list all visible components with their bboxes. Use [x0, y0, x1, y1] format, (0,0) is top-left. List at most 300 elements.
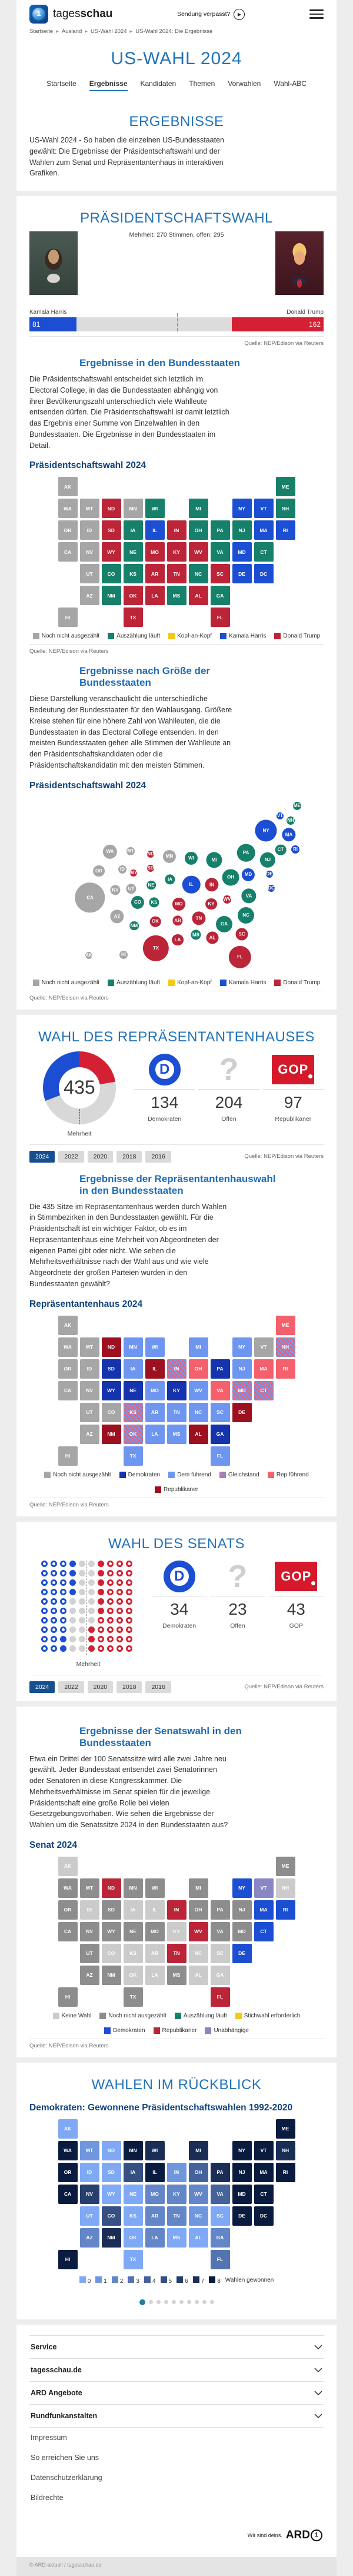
state-tile-NM[interactable]: NM: [102, 1966, 121, 1985]
year-tab-2020[interactable]: 2020: [88, 1681, 113, 1693]
state-tile-CT[interactable]: CT: [254, 1922, 274, 1941]
state-tile-AR[interactable]: AR: [145, 564, 165, 583]
footer-accordion-service[interactable]: Service: [29, 2335, 324, 2358]
state-tile-OK[interactable]: OK: [124, 1966, 143, 1985]
state-bubble-TN[interactable]: TN: [192, 911, 205, 925]
state-tile-CO[interactable]: CO: [102, 1403, 121, 1422]
state-tile-AK[interactable]: AK: [58, 2119, 78, 2139]
state-tile-UT[interactable]: UT: [80, 564, 99, 583]
state-bubble-FL[interactable]: FL: [229, 945, 251, 968]
state-tile-CA[interactable]: CA: [58, 1381, 78, 1400]
state-tile-PA[interactable]: PA: [211, 1359, 230, 1379]
state-tile-RI[interactable]: RI: [276, 520, 295, 540]
state-bubble-MS[interactable]: MS: [191, 930, 201, 940]
state-tile-WA[interactable]: WA: [58, 2141, 78, 2160]
state-tile-VT[interactable]: VT: [254, 1878, 274, 1898]
state-tile-AZ[interactable]: AZ: [80, 1425, 99, 1444]
state-bubble-AZ[interactable]: AZ: [110, 909, 124, 923]
state-tile-NE[interactable]: NE: [124, 542, 143, 562]
state-tile-IL[interactable]: IL: [145, 2163, 165, 2182]
state-bubble-NJ[interactable]: NJ: [260, 852, 275, 867]
state-tile-KS[interactable]: KS: [124, 2206, 143, 2226]
state-bubble-IN[interactable]: IN: [205, 878, 218, 891]
state-tile-OR[interactable]: OR: [58, 1359, 78, 1379]
state-tile-WY[interactable]: WY: [102, 542, 121, 562]
state-tile-CO[interactable]: CO: [102, 1944, 121, 1963]
state-tile-NV[interactable]: NV: [80, 1381, 99, 1400]
state-tile-KY[interactable]: KY: [167, 542, 187, 562]
state-tile-MT[interactable]: MT: [80, 499, 99, 518]
state-tile-IN[interactable]: IN: [167, 1900, 187, 1920]
state-tile-NJ[interactable]: NJ: [232, 1900, 252, 1920]
tab-themen[interactable]: Themen: [189, 79, 215, 88]
state-bubble-NV[interactable]: NV: [110, 885, 120, 895]
state-tile-DC[interactable]: DC: [254, 564, 274, 583]
state-tile-MI[interactable]: MI: [189, 1337, 208, 1357]
footer-accordion-rundfunkanstalten[interactable]: Rundfunkanstalten: [29, 2404, 324, 2428]
state-bubble-PA[interactable]: PA: [237, 844, 255, 862]
carousel-dot[interactable]: [202, 2300, 207, 2304]
state-bubble-MN[interactable]: MN: [163, 849, 176, 862]
state-tile-OK[interactable]: OK: [124, 1425, 143, 1444]
state-tile-MO[interactable]: MO: [145, 1922, 165, 1941]
footer-accordion-tagesschau-de[interactable]: tagesschau.de: [29, 2358, 324, 2381]
state-bubble-IA[interactable]: IA: [165, 874, 175, 884]
state-bubble-AR[interactable]: AR: [172, 915, 182, 925]
state-tile-HI[interactable]: HI: [58, 2250, 78, 2269]
state-tile-RI[interactable]: RI: [276, 2163, 295, 2182]
state-tile-NH[interactable]: NH: [276, 1337, 295, 1357]
state-tile-CO[interactable]: CO: [102, 564, 121, 583]
state-tile-MS[interactable]: MS: [167, 586, 187, 605]
state-tile-ME[interactable]: ME: [276, 1857, 295, 1876]
state-tile-MS[interactable]: MS: [167, 2228, 187, 2248]
state-tile-MO[interactable]: MO: [145, 1381, 165, 1400]
state-tile-AL[interactable]: AL: [189, 586, 208, 605]
state-bubble-CT[interactable]: CT: [275, 844, 287, 855]
state-tile-AZ[interactable]: AZ: [80, 1966, 99, 1985]
state-tile-WY[interactable]: WY: [102, 1381, 121, 1400]
state-tile-LA[interactable]: LA: [145, 1425, 165, 1444]
state-tile-SD[interactable]: SD: [102, 1359, 121, 1379]
state-tile-ME[interactable]: ME: [276, 2119, 295, 2139]
state-bubble-AL[interactable]: AL: [207, 931, 219, 944]
state-tile-OH[interactable]: OH: [189, 1359, 208, 1379]
state-bubble-HI[interactable]: HI: [119, 951, 128, 959]
state-bubble-OH[interactable]: OH: [222, 869, 239, 886]
state-bubble-MO[interactable]: MO: [172, 897, 185, 910]
state-tile-SC[interactable]: SC: [211, 1944, 230, 1963]
state-tile-KS[interactable]: KS: [124, 1944, 143, 1963]
carousel-dot[interactable]: [156, 2300, 161, 2304]
state-bubble-NH[interactable]: NH: [287, 816, 295, 825]
state-bubble-KY[interactable]: KY: [205, 898, 217, 910]
state-tile-CT[interactable]: CT: [254, 542, 274, 562]
state-tile-WA[interactable]: WA: [58, 499, 78, 518]
state-tile-SC[interactable]: SC: [211, 1403, 230, 1422]
state-tile-KY[interactable]: KY: [167, 1922, 187, 1941]
state-tile-NV[interactable]: NV: [80, 542, 99, 562]
state-tile-WY[interactable]: WY: [102, 1922, 121, 1941]
state-bubble-MD[interactable]: MD: [242, 868, 255, 881]
state-bubble-NM[interactable]: NM: [129, 921, 139, 931]
state-bubble-NE[interactable]: NE: [146, 881, 156, 890]
state-tile-MO[interactable]: MO: [145, 2185, 165, 2204]
state-tile-AZ[interactable]: AZ: [80, 586, 99, 605]
state-tile-VA[interactable]: VA: [211, 1381, 230, 1400]
state-tile-MS[interactable]: MS: [167, 1425, 187, 1444]
state-bubble-TX[interactable]: TX: [143, 935, 169, 961]
state-bubble-VA[interactable]: VA: [241, 888, 256, 903]
state-bubble-LA[interactable]: LA: [172, 934, 184, 946]
state-tile-NC[interactable]: NC: [189, 1403, 208, 1422]
breadcrumb-item[interactable]: Startseite: [29, 28, 54, 35]
state-tile-NV[interactable]: NV: [80, 1922, 99, 1941]
state-tile-WV[interactable]: WV: [189, 542, 208, 562]
footer-link-so-erreichen-sie-uns[interactable]: So erreichen Sie uns: [31, 2453, 99, 2462]
state-tile-NJ[interactable]: NJ: [232, 2163, 252, 2182]
state-tile-DC[interactable]: DC: [254, 2206, 274, 2226]
state-tile-NH[interactable]: NH: [276, 1878, 295, 1898]
state-tile-ND[interactable]: ND: [102, 1337, 121, 1357]
state-tile-LA[interactable]: LA: [145, 1966, 165, 1985]
state-tile-ME[interactable]: ME: [276, 477, 295, 496]
carousel-dot[interactable]: [164, 2300, 168, 2304]
electoral-vote-bar[interactable]: [29, 317, 324, 331]
state-bubble-DC[interactable]: DC: [268, 885, 275, 891]
state-tile-AR[interactable]: AR: [145, 1403, 165, 1422]
state-tile-ID[interactable]: ID: [80, 1359, 99, 1379]
state-tile-WI[interactable]: WI: [145, 1337, 165, 1357]
state-tile-NC[interactable]: NC: [189, 564, 208, 583]
senate-seat: [41, 1589, 48, 1595]
state-tile-MA[interactable]: MA: [254, 520, 274, 540]
state-tile-DE[interactable]: DE: [232, 564, 252, 583]
state-bubble-SC[interactable]: SC: [236, 928, 248, 940]
state-tile-KS[interactable]: KS: [124, 1403, 143, 1422]
gop-logo-icon: GOP: [275, 1562, 317, 1591]
state-tile-CA[interactable]: CA: [58, 1922, 78, 1941]
state-tile-AK[interactable]: AK: [58, 1857, 78, 1876]
state-tile-GA[interactable]: GA: [211, 2228, 230, 2248]
year-tab-2024[interactable]: 2024: [29, 1681, 55, 1693]
state-tile-WV[interactable]: WV: [189, 2185, 208, 2204]
state-tile-TN[interactable]: TN: [167, 1944, 187, 1963]
tab-wahl-abc[interactable]: Wahl-ABC: [274, 79, 307, 88]
state-tile-GA[interactable]: GA: [211, 1425, 230, 1444]
democrats-logo-icon: D: [149, 1054, 181, 1085]
state-tile-RI[interactable]: RI: [276, 1359, 295, 1379]
state-tile-MA[interactable]: MA: [254, 1900, 274, 1920]
state-tile-VA[interactable]: VA: [211, 542, 230, 562]
state-bubble-UT[interactable]: UT: [126, 884, 136, 894]
state-tile-MI[interactable]: MI: [189, 1878, 208, 1898]
state-tile-IL[interactable]: IL: [145, 520, 165, 540]
state-tile-OH[interactable]: OH: [189, 1900, 208, 1920]
state-tile-AZ[interactable]: AZ: [80, 2228, 99, 2248]
state-tile-MI[interactable]: MI: [189, 2141, 208, 2160]
state-tile-NE[interactable]: NE: [124, 1922, 143, 1941]
state-tile-MN[interactable]: MN: [124, 1337, 143, 1357]
state-tile-NH[interactable]: NH: [276, 499, 295, 518]
state-bubble-RI[interactable]: RI: [291, 845, 299, 854]
year-tab-2022[interactable]: 2022: [58, 1151, 84, 1163]
year-tab-2018[interactable]: 2018: [116, 1151, 142, 1163]
state-tile-NE[interactable]: NE: [124, 2185, 143, 2204]
state-tile-MT[interactable]: MT: [80, 2141, 99, 2160]
state-tile-IN[interactable]: IN: [167, 520, 187, 540]
state-tile-NY[interactable]: NY: [232, 1337, 252, 1357]
state-tile-PA[interactable]: PA: [211, 1900, 230, 1920]
state-tile-AL[interactable]: AL: [189, 2228, 208, 2248]
state-tile-IA[interactable]: IA: [124, 1900, 143, 1920]
carousel-dot[interactable]: [172, 2300, 176, 2304]
state-tile-AK[interactable]: AK: [58, 477, 78, 496]
state-tile-NE[interactable]: NE: [124, 1381, 143, 1400]
breadcrumb-item[interactable]: US-Wahl 2024: Die Ergebnisse: [135, 28, 213, 35]
state-bubble-GA[interactable]: GA: [216, 916, 232, 932]
tab-startseite[interactable]: Startseite: [46, 79, 76, 88]
state-tile-NM[interactable]: NM: [102, 586, 121, 605]
state-tile-GA[interactable]: GA: [211, 586, 230, 605]
state-bubble-SD[interactable]: SD: [147, 865, 154, 871]
year-tab-2024[interactable]: 2024: [29, 1151, 55, 1163]
state-tile-ID[interactable]: ID: [80, 1900, 99, 1920]
state-tile-TX[interactable]: TX: [124, 1446, 143, 1466]
state-tile-KY[interactable]: KY: [167, 1381, 187, 1400]
state-tile-UT[interactable]: UT: [80, 2206, 99, 2226]
state-tile-SD[interactable]: SD: [102, 520, 121, 540]
year-tab-2018[interactable]: 2018: [116, 1681, 142, 1693]
state-bubble-DE[interactable]: DE: [266, 871, 273, 877]
state-tile-CT[interactable]: CT: [254, 1381, 274, 1400]
year-tab-2016[interactable]: 2016: [145, 1681, 171, 1693]
state-tile-OK[interactable]: OK: [124, 586, 143, 605]
state-tile-AR[interactable]: AR: [145, 2206, 165, 2226]
state-tile-CT[interactable]: CT: [254, 2185, 274, 2204]
footer-link-bildrechte[interactable]: Bildrechte: [31, 2493, 64, 2502]
state-tile-MS[interactable]: MS: [167, 1966, 187, 1985]
state-tile-RI[interactable]: RI: [276, 1900, 295, 1920]
state-tile-DE[interactable]: DE: [232, 2206, 252, 2226]
state-tile-OR[interactable]: OR: [58, 1900, 78, 1920]
state-tile-IA[interactable]: IA: [124, 2163, 143, 2182]
state-tile-PA[interactable]: PA: [211, 2163, 230, 2182]
state-tile-TX[interactable]: TX: [124, 1987, 143, 2007]
state-bubble-ND[interactable]: ND: [147, 851, 154, 857]
state-bubble-KS[interactable]: KS: [149, 897, 159, 907]
state-tile-MD[interactable]: MD: [232, 542, 252, 562]
state-bubble-WI[interactable]: WI: [185, 851, 198, 864]
state-tile-NM[interactable]: NM: [102, 2228, 121, 2248]
state-tile-FL[interactable]: FL: [211, 2250, 230, 2269]
state-tile-WA[interactable]: WA: [58, 1337, 78, 1357]
state-tile-MI[interactable]: MI: [189, 499, 208, 518]
state-tile-TX[interactable]: TX: [124, 608, 143, 627]
state-tile-MO[interactable]: MO: [145, 542, 165, 562]
state-tile-AL[interactable]: AL: [189, 1966, 208, 1985]
footer-link-datenschutzerkl-rung[interactable]: Datenschutzerklärung: [31, 2473, 102, 2482]
state-tile-FL[interactable]: FL: [211, 1446, 230, 1466]
state-tile-TN[interactable]: TN: [167, 564, 187, 583]
carousel-dot[interactable]: [139, 2299, 145, 2305]
state-tile-NY[interactable]: NY: [232, 499, 252, 518]
state-tile-NC[interactable]: NC: [189, 1944, 208, 1963]
state-tile-MT[interactable]: MT: [80, 1878, 99, 1898]
state-tile-AR[interactable]: AR: [145, 1944, 165, 1963]
state-tile-MN[interactable]: MN: [124, 2141, 143, 2160]
state-tile-ID[interactable]: ID: [80, 520, 99, 540]
state-tile-NC[interactable]: NC: [189, 2206, 208, 2226]
state-tile-IL[interactable]: IL: [145, 1900, 165, 1920]
state-tile-ND[interactable]: ND: [102, 1878, 121, 1898]
state-tile-UT[interactable]: UT: [80, 1944, 99, 1963]
state-bubble-VT[interactable]: VT: [277, 812, 284, 818]
state-tile-MD[interactable]: MD: [232, 1381, 252, 1400]
state-tile-NM[interactable]: NM: [102, 1425, 121, 1444]
state-tile-MN[interactable]: MN: [124, 499, 143, 518]
state-tile-OH[interactable]: OH: [189, 520, 208, 540]
state-tile-TN[interactable]: TN: [167, 2206, 187, 2226]
state-tile-MA[interactable]: MA: [254, 1359, 274, 1379]
state-tile-PA[interactable]: PA: [211, 520, 230, 540]
state-tile-SC[interactable]: SC: [211, 564, 230, 583]
state-tile-VA[interactable]: VA: [211, 1922, 230, 1941]
state-tile-HI[interactable]: HI: [58, 1446, 78, 1466]
state-tile-MD[interactable]: MD: [232, 1922, 252, 1941]
state-tile-WI[interactable]: WI: [145, 499, 165, 518]
state-bubble-NY[interactable]: NY: [255, 819, 277, 841]
state-tile-KY[interactable]: KY: [167, 2185, 187, 2204]
state-tile-SD[interactable]: SD: [102, 1900, 121, 1920]
state-bubble-AK[interactable]: AK: [85, 952, 92, 958]
state-tile-ND[interactable]: ND: [102, 499, 121, 518]
state-tile-WA[interactable]: WA: [58, 1878, 78, 1898]
carousel-dot[interactable]: [210, 2300, 214, 2304]
hamburger-menu-icon[interactable]: [309, 9, 324, 19]
year-tab-2020[interactable]: 2020: [88, 1151, 113, 1163]
state-tile-NH[interactable]: NH: [276, 2141, 295, 2160]
state-bubble-WY[interactable]: WY: [129, 869, 138, 875]
state-tile-HI[interactable]: HI: [58, 1987, 78, 2007]
state-tile-DE[interactable]: DE: [232, 1403, 252, 1422]
state-bubble-ME[interactable]: ME: [293, 802, 301, 810]
state-tile-LA[interactable]: LA: [145, 2228, 165, 2248]
state-tile-ID[interactable]: ID: [80, 2163, 99, 2182]
state-tile-VT[interactable]: VT: [254, 499, 274, 518]
state-tile-IA[interactable]: IA: [124, 520, 143, 540]
state-bubble-CO[interactable]: CO: [131, 895, 144, 908]
state-tile-AL[interactable]: AL: [189, 1425, 208, 1444]
state-bubble-MT[interactable]: MT: [126, 847, 135, 855]
state-tile-FL[interactable]: FL: [211, 1987, 230, 2007]
state-bubble-IL[interactable]: IL: [182, 875, 201, 894]
state-bubble-MA[interactable]: MA: [282, 828, 295, 841]
state-tile-VA[interactable]: VA: [211, 2185, 230, 2204]
carousel-dot[interactable]: [149, 2300, 153, 2304]
state-tile-OH[interactable]: OH: [189, 2163, 208, 2182]
state-tile-WV[interactable]: WV: [189, 1381, 208, 1400]
footer-link-impressum[interactable]: Impressum: [31, 2433, 67, 2442]
state-tile-UT[interactable]: UT: [80, 1403, 99, 1422]
state-tile-SD[interactable]: SD: [102, 2163, 121, 2182]
state-tile-OR[interactable]: OR: [58, 2163, 78, 2182]
state-tile-IN[interactable]: IN: [167, 2163, 187, 2182]
tagesschau-logo[interactable]: [29, 5, 112, 24]
state-tile-ND[interactable]: ND: [102, 2141, 121, 2160]
state-tile-GA[interactable]: GA: [211, 1966, 230, 1985]
state-tile-OR[interactable]: OR: [58, 520, 78, 540]
missed-show-link[interactable]: Sendung verpasst? ▶: [177, 9, 245, 20]
state-tile-MT[interactable]: MT: [80, 1337, 99, 1357]
state-tile-WY[interactable]: WY: [102, 2185, 121, 2204]
state-tile-VT[interactable]: VT: [254, 2141, 274, 2160]
state-tile-LA[interactable]: LA: [145, 586, 165, 605]
footer-accordion-ard-angebote[interactable]: ARD Angebote: [29, 2381, 324, 2404]
state-tile-DE[interactable]: DE: [232, 1944, 252, 1963]
breadcrumb-item[interactable]: Ausland: [61, 28, 82, 35]
state-tile-NY[interactable]: NY: [232, 1878, 252, 1898]
tab-ergebnisse[interactable]: Ergebnisse: [89, 79, 128, 91]
state-tile-NV[interactable]: NV: [80, 2185, 99, 2204]
state-bubble-WA[interactable]: WA: [103, 844, 117, 858]
state-tile-OK[interactable]: OK: [124, 2228, 143, 2248]
state-bubble-OR[interactable]: OR: [93, 865, 105, 877]
state-tile-SC[interactable]: SC: [211, 2206, 230, 2226]
carousel-dot[interactable]: [187, 2300, 191, 2304]
state-tile-MA[interactable]: MA: [254, 2163, 274, 2182]
state-bubble-ID[interactable]: ID: [118, 865, 126, 874]
state-bubble-OK[interactable]: OK: [150, 916, 161, 927]
state-bubble-WV[interactable]: WV: [223, 895, 231, 904]
tab-vorwahlen[interactable]: Vorwahlen: [228, 79, 261, 88]
state-tile-HI[interactable]: HI: [58, 608, 78, 627]
state-tile-WV[interactable]: WV: [189, 1922, 208, 1941]
tab-kandidaten[interactable]: Kandidaten: [140, 79, 176, 88]
state-tile-WI[interactable]: WI: [145, 2141, 165, 2160]
state-tile-IL[interactable]: IL: [145, 1359, 165, 1379]
year-tab-2016[interactable]: 2016: [145, 1151, 171, 1163]
state-tile-TX[interactable]: TX: [124, 2250, 143, 2269]
breadcrumb-item[interactable]: US-Wahl 2024: [91, 28, 127, 35]
state-tile-FL[interactable]: FL: [211, 608, 230, 627]
state-bubble-NC[interactable]: NC: [238, 907, 254, 924]
state-tile-IA[interactable]: IA: [124, 1359, 143, 1379]
state-tile-NJ[interactable]: NJ: [232, 1359, 252, 1379]
state-tile-CA[interactable]: CA: [58, 2185, 78, 2204]
state-bubble-MI[interactable]: MI: [206, 852, 222, 868]
state-tile-KS[interactable]: KS: [124, 564, 143, 583]
state-bubble-CA[interactable]: CA: [75, 882, 105, 912]
carousel-dot[interactable]: [195, 2300, 199, 2304]
state-tile-CA[interactable]: CA: [58, 542, 78, 562]
state-tile-ME[interactable]: ME: [276, 1316, 295, 1335]
state-tile-NY[interactable]: NY: [232, 2141, 252, 2160]
state-tile-IN[interactable]: IN: [167, 1359, 187, 1379]
state-tile-VT[interactable]: VT: [254, 1337, 274, 1357]
state-tile-NJ[interactable]: NJ: [232, 520, 252, 540]
year-tab-2022[interactable]: 2022: [58, 1681, 84, 1693]
state-tile-WI[interactable]: WI: [145, 1878, 165, 1898]
state-tile-TN[interactable]: TN: [167, 1403, 187, 1422]
state-tile-CO[interactable]: CO: [102, 2206, 121, 2226]
carousel-dot[interactable]: [179, 2300, 184, 2304]
play-icon[interactable]: ▶: [234, 9, 245, 20]
senate-seat: [69, 1561, 76, 1567]
state-tile-AK[interactable]: AK: [58, 1316, 78, 1335]
state-tile-MD[interactable]: MD: [232, 2185, 252, 2204]
state-tile-MN[interactable]: MN: [124, 1878, 143, 1898]
